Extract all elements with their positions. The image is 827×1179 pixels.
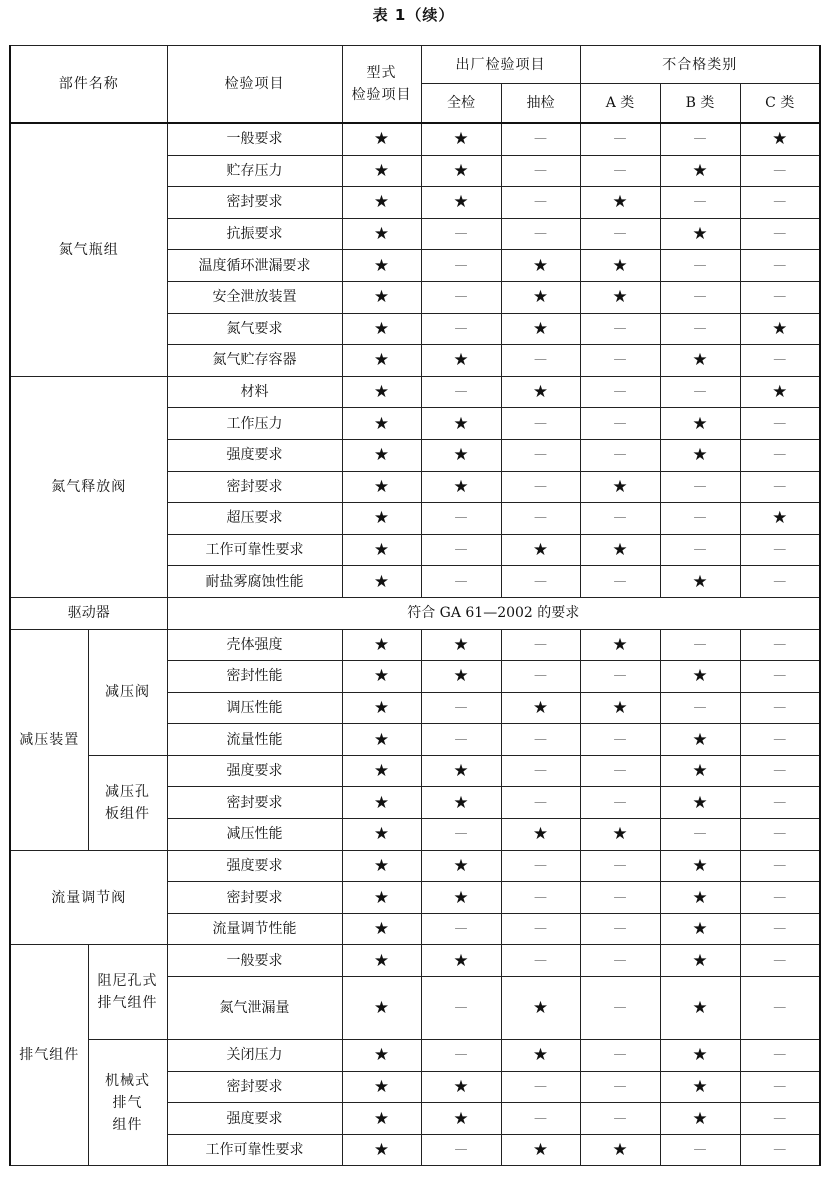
star-mark: ★ bbox=[580, 250, 660, 282]
star-mark: ★ bbox=[501, 819, 580, 851]
dash-mark: — bbox=[580, 566, 660, 598]
inspection-item-cell: 关闭压力 bbox=[167, 1040, 342, 1072]
star-mark: ★ bbox=[660, 566, 740, 598]
star-mark: ★ bbox=[421, 439, 501, 471]
inspection-item-cell: 密封要求 bbox=[167, 1071, 342, 1103]
dash-mark: — bbox=[740, 1103, 820, 1135]
star-mark: ★ bbox=[342, 313, 421, 345]
part-name-cell: 排气组件 bbox=[10, 945, 88, 1166]
dash-mark: — bbox=[580, 661, 660, 693]
star-mark: ★ bbox=[740, 376, 820, 408]
star-mark: ★ bbox=[342, 945, 421, 977]
star-mark: ★ bbox=[660, 755, 740, 787]
dash-mark: — bbox=[580, 882, 660, 914]
dash-mark: — bbox=[580, 408, 660, 440]
table-row bbox=[10, 629, 820, 661]
dash-mark: — bbox=[421, 250, 501, 282]
dash-mark: — bbox=[501, 187, 580, 219]
dash-mark: — bbox=[580, 439, 660, 471]
inspection-item-cell: 氮气泄漏量 bbox=[167, 977, 342, 1040]
dash-mark: — bbox=[660, 819, 740, 851]
star-mark: ★ bbox=[660, 724, 740, 756]
dash-mark: — bbox=[580, 945, 660, 977]
star-mark: ★ bbox=[660, 155, 740, 187]
star-mark: ★ bbox=[342, 281, 421, 313]
star-mark: ★ bbox=[342, 977, 421, 1040]
star-mark: ★ bbox=[342, 661, 421, 693]
star-mark: ★ bbox=[660, 218, 740, 250]
dash-mark: — bbox=[421, 1134, 501, 1166]
star-mark: ★ bbox=[660, 913, 740, 945]
star-mark: ★ bbox=[421, 123, 501, 155]
star-mark: ★ bbox=[421, 882, 501, 914]
table-body bbox=[10, 123, 820, 1166]
star-mark: ★ bbox=[342, 629, 421, 661]
star-mark: ★ bbox=[421, 661, 501, 693]
dash-mark: — bbox=[421, 218, 501, 250]
inspection-item-cell: 调压性能 bbox=[167, 692, 342, 724]
dash-mark: — bbox=[660, 187, 740, 219]
star-mark: ★ bbox=[342, 534, 421, 566]
dash-mark: — bbox=[740, 345, 820, 377]
sub-part-name-cell: 阻尼孔式 排气组件 bbox=[88, 945, 167, 1040]
star-mark: ★ bbox=[342, 345, 421, 377]
header-type-test: 型式 检验项目 bbox=[342, 46, 421, 124]
dash-mark: — bbox=[580, 345, 660, 377]
table-row bbox=[10, 376, 820, 408]
dash-mark: — bbox=[660, 123, 740, 155]
star-mark: ★ bbox=[342, 187, 421, 219]
dash-mark: — bbox=[421, 281, 501, 313]
dash-mark: — bbox=[421, 819, 501, 851]
star-mark: ★ bbox=[501, 250, 580, 282]
star-mark: ★ bbox=[342, 218, 421, 250]
dash-mark: — bbox=[660, 250, 740, 282]
header-sample-inspection: 抽检 bbox=[501, 84, 580, 124]
dash-mark: — bbox=[580, 376, 660, 408]
dash-mark: — bbox=[740, 787, 820, 819]
header-defect-category: 不合格类别 bbox=[580, 46, 820, 84]
star-mark: ★ bbox=[342, 376, 421, 408]
inspection-item-cell: 密封要求 bbox=[167, 471, 342, 503]
star-mark: ★ bbox=[660, 977, 740, 1040]
star-mark: ★ bbox=[342, 1071, 421, 1103]
star-mark: ★ bbox=[342, 155, 421, 187]
inspection-item-cell: 温度循环泄漏要求 bbox=[167, 250, 342, 282]
dash-mark: — bbox=[421, 692, 501, 724]
star-mark: ★ bbox=[740, 313, 820, 345]
star-mark: ★ bbox=[501, 1134, 580, 1166]
inspection-item-cell: 工作可靠性要求 bbox=[167, 534, 342, 566]
dash-mark: — bbox=[421, 566, 501, 598]
inspection-item-cell: 工作可靠性要求 bbox=[167, 1134, 342, 1166]
inspection-item-cell: 密封要求 bbox=[167, 882, 342, 914]
dash-mark: — bbox=[740, 692, 820, 724]
star-mark: ★ bbox=[421, 471, 501, 503]
dash-mark: — bbox=[740, 1134, 820, 1166]
dash-mark: — bbox=[501, 1103, 580, 1135]
star-mark: ★ bbox=[342, 1103, 421, 1135]
dash-mark: — bbox=[501, 155, 580, 187]
dash-mark: — bbox=[740, 977, 820, 1040]
dash-mark: — bbox=[580, 724, 660, 756]
star-mark: ★ bbox=[501, 977, 580, 1040]
dash-mark: — bbox=[421, 1040, 501, 1072]
dash-mark: — bbox=[740, 755, 820, 787]
inspection-table bbox=[9, 45, 821, 1166]
part-name-cell: 氮气释放阀 bbox=[10, 376, 167, 597]
table-row bbox=[10, 850, 820, 882]
dash-mark: — bbox=[501, 123, 580, 155]
star-mark: ★ bbox=[342, 913, 421, 945]
star-mark: ★ bbox=[660, 1071, 740, 1103]
dash-mark: — bbox=[660, 692, 740, 724]
inspection-item-cell: 壳体强度 bbox=[167, 629, 342, 661]
dash-mark: — bbox=[501, 218, 580, 250]
dash-mark: — bbox=[501, 755, 580, 787]
star-mark: ★ bbox=[342, 819, 421, 851]
inspection-item-cell: 贮存压力 bbox=[167, 155, 342, 187]
star-mark: ★ bbox=[421, 345, 501, 377]
star-mark: ★ bbox=[342, 471, 421, 503]
star-mark: ★ bbox=[421, 755, 501, 787]
dash-mark: — bbox=[660, 313, 740, 345]
star-mark: ★ bbox=[660, 882, 740, 914]
sub-part-name-cell: 减压孔 板组件 bbox=[88, 755, 167, 850]
table-caption: 表 1（续） bbox=[372, 6, 455, 24]
star-mark: ★ bbox=[421, 408, 501, 440]
dash-mark: — bbox=[501, 629, 580, 661]
table-row bbox=[10, 123, 820, 155]
star-mark: ★ bbox=[342, 250, 421, 282]
dash-mark: — bbox=[740, 471, 820, 503]
inspection-item-cell: 强度要求 bbox=[167, 439, 342, 471]
inspection-item-cell: 强度要求 bbox=[167, 755, 342, 787]
header-full-inspection: 全检 bbox=[421, 84, 501, 124]
dash-mark: — bbox=[660, 503, 740, 535]
dash-mark: — bbox=[660, 281, 740, 313]
star-mark: ★ bbox=[501, 1040, 580, 1072]
inspection-item-cell: 工作压力 bbox=[167, 408, 342, 440]
dash-mark: — bbox=[740, 1071, 820, 1103]
star-mark: ★ bbox=[580, 1134, 660, 1166]
dash-mark: — bbox=[740, 439, 820, 471]
dash-mark: — bbox=[580, 1103, 660, 1135]
sub-part-name-cell: 机械式 排气 组件 bbox=[88, 1040, 167, 1166]
dash-mark: — bbox=[740, 945, 820, 977]
dash-mark: — bbox=[501, 345, 580, 377]
header-class-b: B 类 bbox=[660, 84, 740, 124]
dash-mark: — bbox=[421, 313, 501, 345]
inspection-item-cell: 安全泄放装置 bbox=[167, 281, 342, 313]
dash-mark: — bbox=[740, 913, 820, 945]
dash-mark: — bbox=[501, 945, 580, 977]
dash-mark: — bbox=[580, 1040, 660, 1072]
table-row bbox=[10, 597, 820, 629]
sub-part-name-cell: 减压阀 bbox=[88, 629, 167, 755]
dash-mark: — bbox=[421, 977, 501, 1040]
star-mark: ★ bbox=[342, 1134, 421, 1166]
star-mark: ★ bbox=[580, 629, 660, 661]
star-mark: ★ bbox=[342, 882, 421, 914]
table-row bbox=[10, 755, 820, 787]
dash-mark: — bbox=[740, 724, 820, 756]
part-name-cell: 减压装置 bbox=[10, 629, 88, 850]
star-mark: ★ bbox=[740, 503, 820, 535]
star-mark: ★ bbox=[421, 850, 501, 882]
dash-mark: — bbox=[660, 471, 740, 503]
dash-mark: — bbox=[580, 123, 660, 155]
star-mark: ★ bbox=[660, 945, 740, 977]
dash-mark: — bbox=[501, 439, 580, 471]
dash-mark: — bbox=[740, 882, 820, 914]
star-mark: ★ bbox=[660, 408, 740, 440]
dash-mark: — bbox=[501, 566, 580, 598]
part-name-cell: 氮气瓶组 bbox=[10, 123, 167, 376]
dash-mark: — bbox=[660, 534, 740, 566]
star-mark: ★ bbox=[421, 1071, 501, 1103]
inspection-item-cell: 超压要求 bbox=[167, 503, 342, 535]
inspection-item-cell: 流量调节性能 bbox=[167, 913, 342, 945]
star-mark: ★ bbox=[342, 439, 421, 471]
star-mark: ★ bbox=[501, 313, 580, 345]
star-mark: ★ bbox=[660, 850, 740, 882]
star-mark: ★ bbox=[580, 819, 660, 851]
dash-mark: — bbox=[580, 850, 660, 882]
star-mark: ★ bbox=[501, 534, 580, 566]
dash-mark: — bbox=[501, 1071, 580, 1103]
star-mark: ★ bbox=[740, 123, 820, 155]
inspection-item-cell: 强度要求 bbox=[167, 850, 342, 882]
star-mark: ★ bbox=[660, 439, 740, 471]
header-class-a: A 类 bbox=[580, 84, 660, 124]
dash-mark: — bbox=[421, 913, 501, 945]
dash-mark: — bbox=[580, 218, 660, 250]
dash-mark: — bbox=[740, 218, 820, 250]
star-mark: ★ bbox=[342, 692, 421, 724]
star-mark: ★ bbox=[342, 787, 421, 819]
dash-mark: — bbox=[740, 819, 820, 851]
inspection-item-cell: 减压性能 bbox=[167, 819, 342, 851]
dash-mark: — bbox=[580, 155, 660, 187]
dash-mark: — bbox=[660, 1134, 740, 1166]
dash-mark: — bbox=[740, 281, 820, 313]
requirement-note: 符合 GA 61—2002 的要求 bbox=[167, 597, 820, 629]
star-mark: ★ bbox=[501, 376, 580, 408]
dash-mark: — bbox=[501, 408, 580, 440]
header-inspection-item: 检验项目 bbox=[167, 46, 342, 124]
star-mark: ★ bbox=[342, 850, 421, 882]
dash-mark: — bbox=[580, 787, 660, 819]
dash-mark: — bbox=[740, 155, 820, 187]
inspection-item-cell: 氮气贮存容器 bbox=[167, 345, 342, 377]
dash-mark: — bbox=[501, 503, 580, 535]
dash-mark: — bbox=[501, 850, 580, 882]
inspection-item-cell: 材料 bbox=[167, 376, 342, 408]
star-mark: ★ bbox=[580, 281, 660, 313]
star-mark: ★ bbox=[580, 692, 660, 724]
dash-mark: — bbox=[580, 1071, 660, 1103]
inspection-item-cell: 耐盐雾腐蚀性能 bbox=[167, 566, 342, 598]
star-mark: ★ bbox=[660, 345, 740, 377]
star-mark: ★ bbox=[421, 629, 501, 661]
dash-mark: — bbox=[740, 187, 820, 219]
dash-mark: — bbox=[740, 408, 820, 440]
dash-mark: — bbox=[660, 629, 740, 661]
table-row bbox=[10, 1040, 820, 1072]
inspection-item-cell: 密封性能 bbox=[167, 661, 342, 693]
star-mark: ★ bbox=[342, 755, 421, 787]
star-mark: ★ bbox=[342, 1040, 421, 1072]
dash-mark: — bbox=[580, 977, 660, 1040]
dash-mark: — bbox=[501, 471, 580, 503]
inspection-item-cell: 强度要求 bbox=[167, 1103, 342, 1135]
star-mark: ★ bbox=[421, 1103, 501, 1135]
dash-mark: — bbox=[740, 566, 820, 598]
inspection-item-cell: 流量性能 bbox=[167, 724, 342, 756]
dash-mark: — bbox=[421, 724, 501, 756]
dash-mark: — bbox=[501, 913, 580, 945]
inspection-item-cell: 氮气要求 bbox=[167, 313, 342, 345]
inspection-item-cell: 抗振要求 bbox=[167, 218, 342, 250]
star-mark: ★ bbox=[501, 281, 580, 313]
star-mark: ★ bbox=[421, 155, 501, 187]
header-factory-inspection: 出厂检验项目 bbox=[421, 46, 580, 84]
dash-mark: — bbox=[421, 503, 501, 535]
dash-mark: — bbox=[740, 629, 820, 661]
dash-mark: — bbox=[740, 661, 820, 693]
dash-mark: — bbox=[740, 850, 820, 882]
star-mark: ★ bbox=[580, 471, 660, 503]
dash-mark: — bbox=[660, 376, 740, 408]
inspection-item-cell: 一般要求 bbox=[167, 123, 342, 155]
star-mark: ★ bbox=[342, 503, 421, 535]
inspection-item-cell: 一般要求 bbox=[167, 945, 342, 977]
star-mark: ★ bbox=[421, 945, 501, 977]
dash-mark: — bbox=[501, 661, 580, 693]
star-mark: ★ bbox=[580, 187, 660, 219]
dash-mark: — bbox=[580, 755, 660, 787]
dash-mark: — bbox=[421, 534, 501, 566]
dash-mark: — bbox=[501, 882, 580, 914]
star-mark: ★ bbox=[660, 787, 740, 819]
dash-mark: — bbox=[501, 787, 580, 819]
star-mark: ★ bbox=[342, 408, 421, 440]
dash-mark: — bbox=[580, 913, 660, 945]
dash-mark: — bbox=[740, 250, 820, 282]
star-mark: ★ bbox=[660, 1040, 740, 1072]
dash-mark: — bbox=[580, 313, 660, 345]
dash-mark: — bbox=[740, 534, 820, 566]
star-mark: ★ bbox=[580, 534, 660, 566]
dash-mark: — bbox=[580, 503, 660, 535]
star-mark: ★ bbox=[501, 692, 580, 724]
dash-mark: — bbox=[421, 376, 501, 408]
star-mark: ★ bbox=[342, 123, 421, 155]
inspection-item-cell: 密封要求 bbox=[167, 787, 342, 819]
dash-mark: — bbox=[740, 1040, 820, 1072]
header-class-c: C 类 bbox=[740, 84, 820, 124]
table-row bbox=[10, 945, 820, 977]
inspection-item-cell: 密封要求 bbox=[167, 187, 342, 219]
part-name-cell: 驱动器 bbox=[10, 597, 167, 629]
part-name-cell: 流量调节阀 bbox=[10, 850, 167, 945]
star-mark: ★ bbox=[660, 1103, 740, 1135]
dash-mark: — bbox=[501, 724, 580, 756]
star-mark: ★ bbox=[660, 661, 740, 693]
star-mark: ★ bbox=[342, 724, 421, 756]
star-mark: ★ bbox=[421, 187, 501, 219]
star-mark: ★ bbox=[342, 566, 421, 598]
star-mark: ★ bbox=[421, 787, 501, 819]
header-part-name: 部件名称 bbox=[10, 46, 167, 124]
